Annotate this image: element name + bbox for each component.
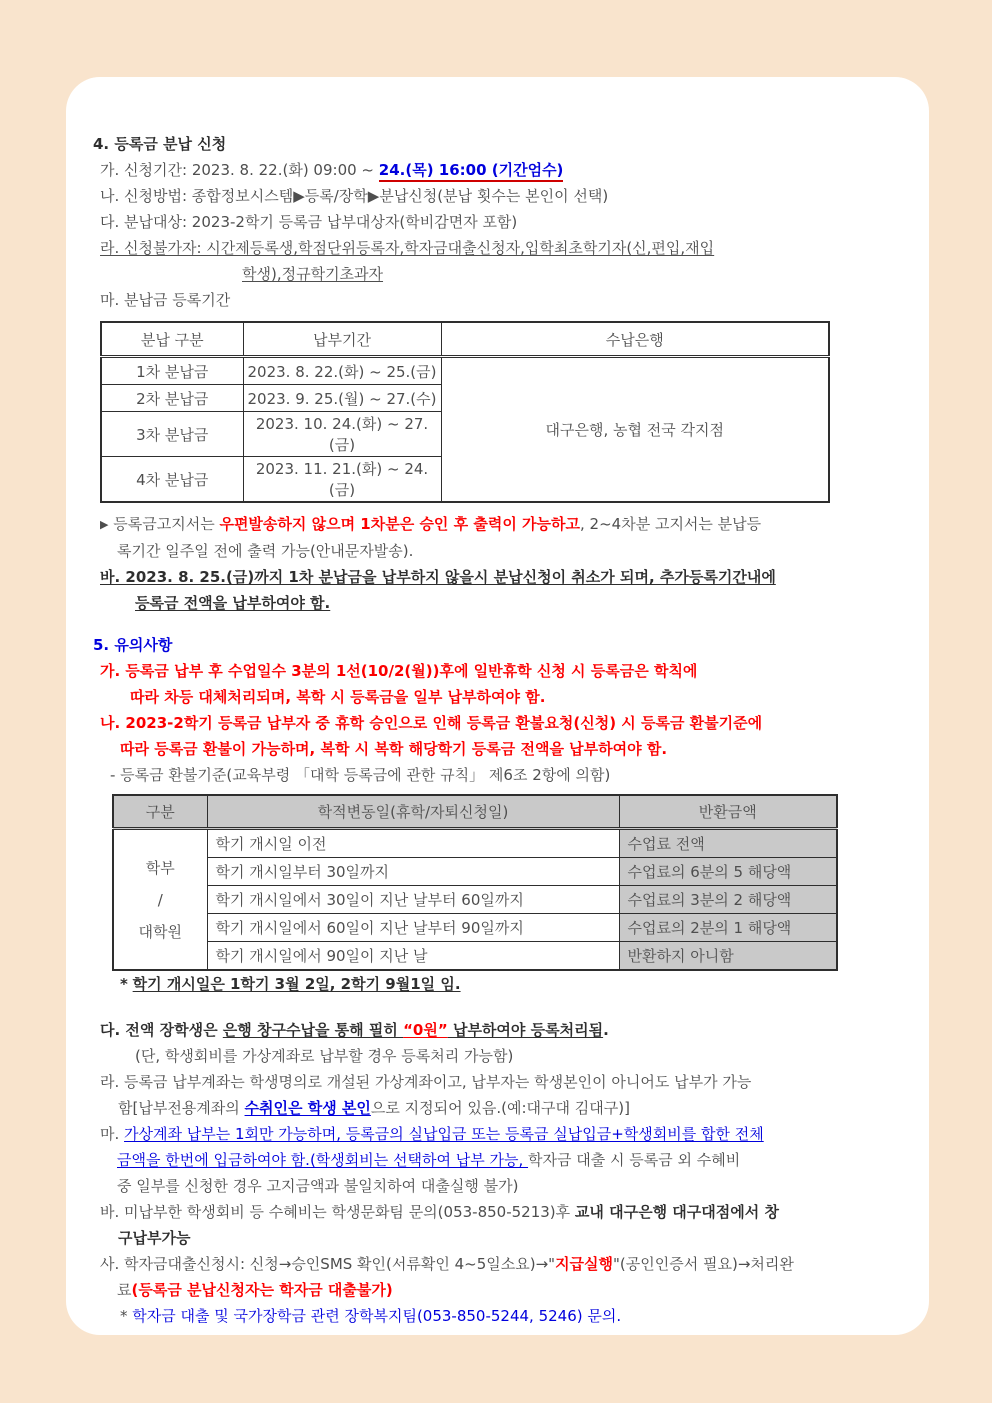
table-row (113, 858, 837, 886)
col-header-category: 구분 (113, 795, 207, 829)
virtual-account-pre: 함[납부전용계좌의 (118, 1099, 245, 1117)
item-target: 다. 분납대상: 2023-2학기 등록금 납부대상자(학비감면자 포함) (100, 213, 518, 231)
item-refund-rule-line2: 따라 등록금 환불이 가능하며, 복학 시 복학 해당학기 등록금 전액을 납부하여야 함. (120, 740, 668, 758)
col-header-installment: 분납 구분 (101, 322, 243, 357)
full-scholarship-underline1: 은행 창구수납을 통해 필히 (222, 1021, 404, 1039)
item-ineligible-line1: 라. 신청불가자: 시간제등록생,학점단위등록자,학자금대출신청자,입학최초학기자(신,편입,재입 (100, 239, 715, 257)
installment-no: 1차 분납금 (101, 357, 243, 385)
full-scholarship-underline2: 납부하여야 등록처리됨 (447, 1021, 604, 1039)
change-date-cell: 학기 개시일에서 30일이 지난 날부터 60일까지 (207, 886, 619, 914)
change-date-cell: 학기 개시일에서 60일이 지난 날부터 90일까지 (207, 914, 619, 942)
item-label: 가. (100, 161, 120, 179)
triangle-bullet-icon: ▶ (100, 518, 109, 531)
student-loan-pre: 사. 학자금대출신청시: 신청→승인SMS 확인(서류확인 4~5일소요)→" (100, 1255, 556, 1273)
refund-amount-cell: 수업료 전액 (619, 829, 837, 858)
one-time-blue-line2: 금액을 한번에 입금하여야 함.(학생회비는 선택하여 납부 가능, (117, 1151, 529, 1169)
item-unpaid-fee-line1 (100, 1199, 903, 1225)
refund-standard-table (112, 794, 838, 971)
item-full-scholarship (100, 1017, 903, 1043)
refund-amount-cell: 수업료의 2분의 1 해당액 (619, 914, 837, 942)
unpaid-fee-pre: 바. 미납부한 학생회비 등 수혜비는 학생문화팀 문의(053-850-5213)후 (100, 1203, 575, 1221)
item-student-loan-line2 (117, 1277, 903, 1303)
payee-emphasis: 수취인은 학생 본인 (244, 1099, 371, 1117)
loan-execution-emphasis: 지급실행 (555, 1255, 614, 1273)
installment-no: 2차 분납금 (101, 385, 243, 412)
change-date-cell: 학기 개시일부터 30일까지 (207, 858, 619, 886)
zero-won-emphasis: “0원” (403, 1021, 448, 1039)
refund-amount-cell: 반환하지 아니함 (619, 942, 837, 971)
installment-period: 2023. 10. 24.(화) ~ 27.(금) (243, 412, 441, 457)
student-loan-line2-pre: 료 (117, 1281, 132, 1299)
item-leave-rule-line2: 따라 차등 대체처리되며, 복학 시 등록금을 일부 납부하여야 함. (130, 688, 546, 706)
loan-contact-text: 학자금 대출 및 국가장학금 관련 장학복지팀(053-850-5244, 5246) 문의. (132, 1307, 622, 1325)
table-header-row (113, 795, 837, 829)
loan-contact-note (120, 1303, 903, 1329)
item-cancel-warning-line1: 바. 2023. 8. 25.(금)까지 1차 분납금을 납부하지 않을시 분납신청이 취소가 되며, 추가등록기간내에 (100, 568, 776, 586)
refund-amount-cell: 수업료의 3분의 2 해당액 (619, 886, 837, 914)
refund-amount-cell: 수업료의 6분의 5 해당액 (619, 858, 837, 886)
item-cancel-warning-line2: 등록금 전액을 납부하여야 함. (135, 594, 331, 612)
notice-pre: 등록금고지서는 (113, 515, 220, 533)
table-row (113, 829, 837, 858)
item-ineligible-line2: 학생),정규학기초과자 (242, 265, 384, 283)
asterisk-marker: * (120, 1307, 128, 1325)
item-installment-period: 마. 분납금 등록기간 (100, 291, 231, 309)
col-header-change-date: 학적변동일(휴학/자퇴신청일) (207, 795, 619, 829)
col-header-bank: 수납은행 (441, 322, 829, 357)
item-one-time-payment-line2 (117, 1147, 903, 1173)
full-scholarship-pre: 다. 전액 장학생은 (100, 1021, 223, 1039)
period-text: 신청기간: 2023. 8. 22.(화) 09:00 ~ (124, 161, 379, 179)
asterisk-marker: * (120, 975, 128, 993)
category-undergraduate: 학부 (145, 858, 175, 877)
semester-start-text: 학기 개시일은 1학기 3월 2일, 2학기 9월1일 임. (132, 975, 461, 993)
item-refund-rule-line1: 나. 2023-2학기 등록금 납부자 중 휴학 승인으로 인해 등록금 환불요청(신청) 시 등록금 환불기준에 (100, 714, 763, 732)
item-virtual-account-line1: 라. 등록금 납부계좌는 학생명의로 개설된 가상계좌이고, 납부자는 학생본인이 아니어도 납부가 가능 (100, 1073, 752, 1091)
category-group-label (115, 855, 206, 945)
refund-standard-source: - 등록금 환불기준(교육부령 「대학 등록금에 관한 규칙」 제6조 2항에 의함) (110, 766, 611, 784)
one-time-blue-line1: 가상계좌 납부는 1회만 가능하며, 등록금의 실납입금 또는 등록금 실납입금+학생회비를 합한 전체 (124, 1125, 764, 1143)
installment-period: 2023. 9. 25.(월) ~ 27.(수) (243, 385, 441, 412)
category-group-cell (113, 829, 207, 971)
item-unpaid-fee-line2: 구납부가능 (118, 1229, 191, 1247)
one-time-gray-line2: 학자금 대출 시 등록금 외 수혜비 (528, 1151, 741, 1169)
table-row (101, 357, 829, 385)
change-date-cell: 학기 개시일에서 90일이 지난 날 (207, 942, 619, 971)
category-slash: / (157, 890, 163, 909)
installment-period: 2023. 11. 21.(화) ~ 24.(금) (243, 457, 441, 503)
loan-restriction-emphasis: (등록금 분납신청자는 학자금 대출불가) (131, 1281, 393, 1299)
table-row (113, 886, 837, 914)
bill-notice-line1 (100, 511, 903, 538)
installment-schedule-table (100, 321, 830, 503)
installment-period: 2023. 8. 22.(화) ~ 25.(금) (243, 357, 441, 385)
table-row (113, 914, 837, 942)
student-loan-post: "(공인인증서 필요)→처리완 (613, 1255, 794, 1273)
category-graduate: 대학원 (138, 922, 182, 941)
change-date-cell: 학기 개시일 이전 (207, 829, 619, 858)
bank-cell: 대구은행, 농협 전국 각지점 (441, 357, 829, 503)
bill-notice-line2: 록기간 일주일 전에 출력 가능(안내문자발송). (117, 542, 414, 560)
table-row (113, 942, 837, 971)
section4-title: 4. 등록금 분납 신청 (93, 135, 227, 153)
item-application-period (100, 157, 903, 183)
item-label: 마. (100, 1125, 125, 1143)
item-one-time-payment-line1 (100, 1121, 903, 1147)
virtual-account-post: 으로 지정되어 있음.(예:대구대 김대구)] (370, 1099, 630, 1117)
bank-branch-emphasis: 교내 대구은행 대구대점에서 창 (574, 1203, 779, 1221)
item-one-time-payment-line3: 중 일부를 신청한 경우 고지금액과 불일치하여 대출실행 불가) (117, 1177, 519, 1195)
installment-no: 3차 분납금 (101, 412, 243, 457)
document-page (66, 77, 929, 1335)
full-scholarship-tail: . (603, 1021, 609, 1039)
table-header-row (101, 322, 829, 357)
semester-start-note (120, 971, 903, 997)
installment-no: 4차 분납금 (101, 457, 243, 503)
col-header-period: 납부기간 (243, 322, 441, 357)
notice-red-emphasis: 우편발송하지 않으며 1차분은 승인 후 출력이 가능하고 (219, 515, 581, 533)
notice-post: , 2~4차분 고지서는 분납등 (580, 515, 762, 533)
item-virtual-account-line2 (118, 1095, 903, 1121)
item-leave-rule-line1: 가. 등록금 납부 후 수업일수 3분의 1선(10/2(월))후에 일반휴학 신청 시 등록금은 학칙에 (100, 662, 698, 680)
item-application-method: 나. 신청방법: 종합정보시스템▶등록/장학▶분납신청(분납 횟수는 본인이 선택) (100, 187, 609, 205)
item-full-scholarship-sub: (단, 학생회비를 가상계좌로 납부할 경우 등록처리 가능함) (135, 1047, 514, 1065)
col-header-refund-amount: 반환금액 (619, 795, 837, 829)
item-student-loan-line1 (100, 1251, 903, 1277)
deadline-emphasis: 24.(목) 16:00 (기간엄수) (379, 161, 564, 182)
section5-title: 5. 유의사항 (93, 636, 173, 654)
